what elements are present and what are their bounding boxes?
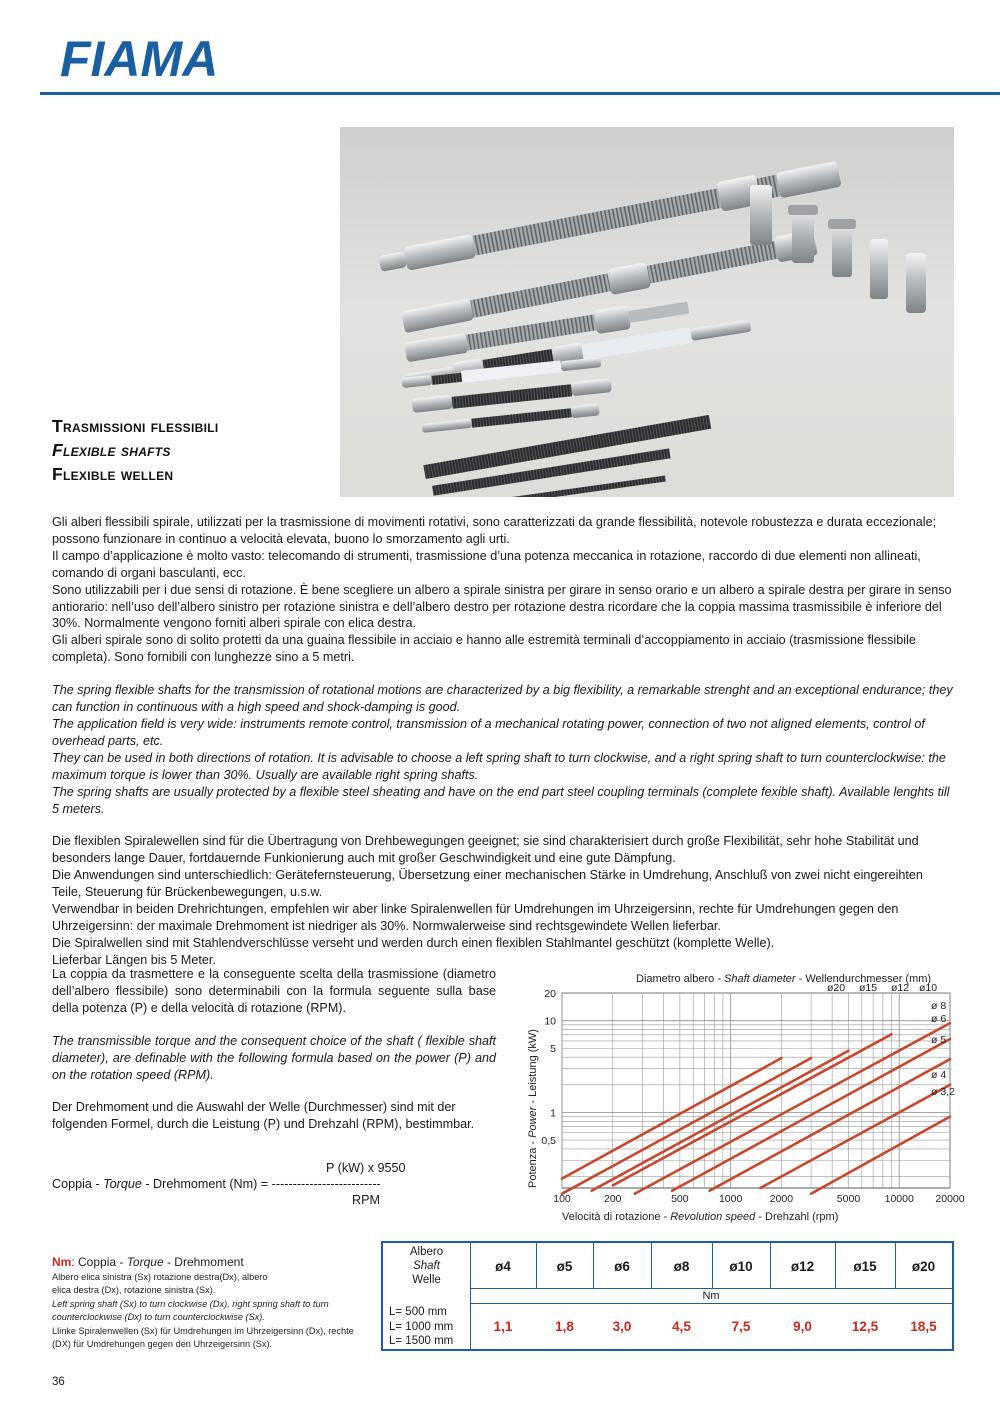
nm-legend (52, 1254, 382, 1352)
table-torque-value: 12,5 (851, 1319, 879, 1334)
title-english: Flexible shafts (52, 440, 171, 460)
product-photo (340, 127, 954, 497)
paragraph-de: Die flexiblen Spiralewellen sind für die Übertragung von Drehbewegungen geeignet; sie sind charakterisiert durch große Flexibilität, sehr hohe Stabilität und besonders lange Dauer, fortdauernde Funkionierung auch mit großer Geschwindigkeit und eine gute Dämpfung. (52, 834, 919, 866)
formula-label-en: Torque (103, 1177, 142, 1191)
torque-formula (52, 1160, 496, 1208)
chart-svg (510, 968, 980, 1228)
formula-denominator: RPM (352, 1193, 380, 1207)
chart-x-tick-label: 10000 (884, 1193, 914, 1205)
table-vline (651, 1243, 652, 1289)
description-text (52, 514, 954, 969)
chart-x-tick-label: 5000 (836, 1193, 861, 1205)
table-diameter-header: ø15 (853, 1258, 877, 1274)
chart-y-axis-label: Potenza - Power - Leistung (kW) (527, 1029, 539, 1188)
chart-x-axis-label: Velocità di rotazione - Revolution speed - Drehzahl (rpm) (562, 1211, 839, 1223)
table-diameter-header: ø20 (911, 1258, 936, 1274)
chart-series-label: ø 3,2 (931, 1086, 955, 1098)
table-torque-value: 1,8 (555, 1319, 574, 1334)
table-torque-value: 9,0 (793, 1319, 812, 1334)
chart-series-label: ø20 (826, 982, 846, 994)
table-vline (895, 1243, 896, 1289)
chart-series-label: ø 5 (931, 1034, 947, 1046)
chart-x-tick-label: 2000 (769, 1193, 794, 1205)
table-vline (712, 1243, 713, 1289)
paragraph-de: Lieferbar Längen bis 5 Meter. (52, 952, 216, 967)
table-torque-value: 1,1 (493, 1319, 513, 1334)
paragraph-it: Il campo d’applicazione è molto vasto: telecomando di strumenti, trasmissione d’una potenza meccanica in rotazione, raccordo di due elementi non allineati, comando di organi basculanti, ecc. (52, 548, 921, 580)
formula-label-de: - Drehmoment (Nm) = (141, 1177, 272, 1191)
chart-series-label: ø10 (918, 982, 938, 994)
chart-series-label: ø15 (858, 982, 878, 994)
table-vline (536, 1243, 537, 1289)
nm-term: Nm (52, 1255, 72, 1269)
nm-note-it: Albero elica sinistra (Sx) rotazione destra(Dx), albero elica destra (Dx), rotazione sinistra (Sx). (52, 1272, 268, 1295)
fiama-logo (56, 24, 224, 84)
formula-line (52, 1176, 496, 1192)
paragraph-it: Gli alberi spirale sono di solito protetti da una guaina flessibile in acciaio e hanno alle estremità terminali d’accoppiamento in acciaio (trasmissione flessibile completa). Sono fornibili con lunghezze sino a 5 metri. (52, 633, 916, 665)
nm-note-de: Llinke Spiralenwellen (Sx) für Umdrehungen im Uhrzeigersinn (Dx), rechte (DX) für Umdrehungen gegen den Uhrzeigersinn (Sx). (52, 1326, 354, 1349)
table-vline (593, 1243, 594, 1289)
chart-x-tick-label: 200 (603, 1193, 622, 1205)
table-length: L= 500 mm (389, 1306, 447, 1318)
chart-title: Diametro albero - Shaft diameter - Wellendurchmesser (mm) (636, 973, 932, 985)
paragraph-en: The spring flexible shafts for the transmission of rotational motions are characterized by a big flexibility, a remarkable strenght and an exceptional endurance; they can function in continuous with a high speed and shock-damping is good. (52, 683, 953, 715)
table-length: L= 1000 mm (389, 1320, 454, 1333)
table-torque-value: 3,0 (612, 1319, 632, 1334)
table-torque-value: 4,5 (672, 1319, 691, 1334)
table-torque-value: 18,5 (910, 1319, 937, 1334)
table-torque-value: 7,5 (731, 1319, 751, 1334)
table-head-en: Shaft (413, 1260, 440, 1272)
table-lengths (389, 1305, 471, 1349)
table-diameter-header: ø5 (556, 1258, 573, 1274)
nm-note-en: Left spring shaft (Sx) to turn clockwise (Dx), right spring shaft to turn counterclockwise (Dx) to turn counterclockwise (Sx). (52, 1299, 329, 1322)
chart-series-label: ø 8 (931, 1000, 947, 1012)
logo-text: FIAMA (60, 31, 219, 84)
chart-y-tick-label: 0,5 (541, 1135, 556, 1148)
table-diameter-header: ø8 (673, 1258, 690, 1274)
table-hline (470, 1303, 952, 1304)
chart-series-label: ø 4 (931, 1069, 947, 1081)
torque-table (381, 1241, 954, 1351)
paragraph-de: Die Anwendungen sind unterschiedlich: Gerätefernsteuerung, Übersetzung einer mechanischen Stärke in Umdrehung, Anschluß von zwei nicht eingereihten Teile, Steuerung für Brückenbewegungen, u.s.w. (52, 868, 923, 900)
chart-x-tick-label: 500 (671, 1193, 689, 1205)
table-diameter-header: ø6 (614, 1258, 630, 1274)
table-diameter-header: ø4 (495, 1258, 511, 1274)
chart-series-label: ø12 (890, 982, 910, 994)
power-speed-chart (510, 968, 980, 1228)
header-rule (40, 92, 1000, 95)
formula-desc-it: La coppia da trasmettere e la conseguente scelta della trasmissione (diametro dell’albero flessibile) sono determinabili con la formula seguente sulla base della potenza (P) e della velocità di rotazione (RPM). (52, 967, 496, 1015)
table-diameter-header: ø12 (790, 1258, 815, 1274)
paragraph-en: The spring shafts are usually protected by a flexible steel sheating and have on the end part steel coupling terminals (complete fexible shaft). Available lenghts till 5 meters. (52, 784, 950, 816)
paragraph-de: Verwendbar in beiden Drehrichtungen, empfehlen wir aber linke Spiralenwellen für Umdrehungen im Uhrzeigersinn, rechte für Umdrehungen gegen den Uhrzeigersinn: der maximale Drehmoment ist niedriger als 30%. Normwalerweise sind rechtsgewindete Wellen lieferbar. (52, 902, 899, 933)
chart-y-tick-label: 20 (544, 988, 556, 1000)
table-length: L= 1500 mm (389, 1335, 454, 1347)
formula-fraction-bar: -------------------------- (271, 1177, 381, 1191)
formula-description (52, 966, 496, 1149)
formula-label: Coppia - (52, 1177, 104, 1191)
table-head-de: Welle (412, 1274, 441, 1286)
table-vline (835, 1243, 836, 1289)
formula-desc-de: Der Drehmoment und die Auswahl der Welle (Durchmesser) sind mit der folgenden Formel, durch die Leistung (P) und Drehzahl (RPM), bestimmbar. (52, 1100, 475, 1132)
paragraph-it: Sono utilizzabili per i due sensi di rotazione. È bene scegliere un albero a spirale sinistra per girare in senso orario e un albero a spirale destra per girare in senso antiorario: nell’uso dell’albero sinistro per rotazione sinistra e dell’albero destro per rotazione destra ricordare che la coppia massima trasmissibile è inferiore del 30%. Normalmente vengono forniti alberi spirale con elica destra. (52, 582, 952, 631)
chart-y-tick-label: 1 (550, 1107, 556, 1120)
paragraph-en: The application field is very wide: instruments remote control, transmission of a mechanical rotating power, connection of two not aligned elements, control of overhead parts, etc. (52, 716, 925, 748)
formula-numerator: P (kW) x 9550 (326, 1161, 406, 1175)
section-title (52, 414, 332, 486)
nm-legend-heading: Nm: Coppia - Torque - Drehmoment (52, 1255, 244, 1269)
paragraph-de: Die Spiralwellen sind mit Stahlendverschlüsse verseht und werden durch einen flexiblen Stahlmantel geschützt (komplette Welle). (52, 935, 775, 950)
page-number: 36 (52, 1376, 65, 1388)
chart-x-tick-label: 100 (553, 1193, 571, 1205)
table-shaft-header (383, 1243, 470, 1289)
chart-x-tick-label: 20000 (935, 1193, 965, 1205)
table-unit: Nm (702, 1290, 720, 1302)
title-german: Flexible wellen (52, 464, 174, 484)
paragraph-it: Gli alberi flessibili spirale, utilizzati per la trasmissione di movimenti rotativi, sono caratterizzati da grande flessibilità, notevole robustezza e durata eccezionale; possono funzionare in continuo a velocità elevata, buono lo smorzamento agli urti. (52, 515, 937, 546)
chart-series-label: ø 6 (931, 1013, 947, 1025)
table-hline (470, 1288, 952, 1289)
formula-desc-en: The transmissible torque and the consequent choice of the shaft ( flexible shaft diameter), are definable with the following formula based on the power (P) and on the rotation speed (RPM). (52, 1033, 496, 1082)
chart-x-tick-label: 1000 (718, 1193, 743, 1205)
chart-y-tick-label: 10 (544, 1015, 556, 1028)
chart-y-tick-label: 5 (550, 1043, 556, 1056)
table-diameter-header: ø10 (729, 1258, 753, 1274)
table-vline (470, 1243, 471, 1349)
table-vline (770, 1243, 771, 1289)
title-italian: Trasmissioni flessibili (52, 416, 219, 436)
table-head-it: Albero (409, 1246, 444, 1258)
paragraph-en: They can be used in both directions of rotation. It is advisable to choose a left spring shaft to turn clockwise, and a right spring shaft to turn counterclockwise: the maximum torque is lower than 30%. Usually are available right spring shafts. (52, 750, 946, 782)
